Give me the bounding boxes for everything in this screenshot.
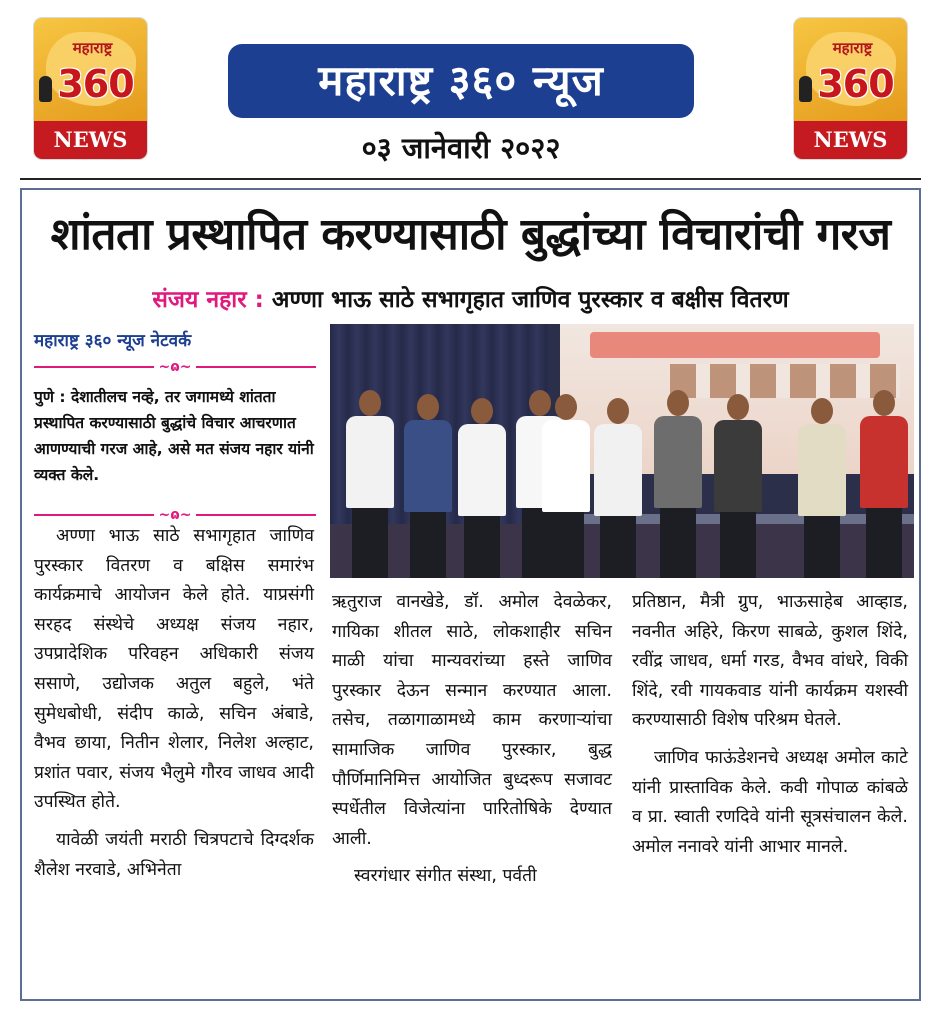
logo-number: 360 bbox=[817, 62, 894, 106]
byline: महाराष्ट्र ३६० न्यूज नेटवर्क bbox=[34, 331, 192, 351]
article-intro: पुणे : देशातीलच नव्हे, तर जगामध्ये शांतता प्रस्थापित करण्यासाठी बुद्धांचे विचार आचरणात आणण्याची गरज आहे, असे मत संजय नहार यांनी व्यक्त केले. bbox=[34, 388, 314, 484]
ornament-icon: ~ɷ~ bbox=[158, 359, 192, 375]
news-logo-left bbox=[34, 18, 147, 159]
person-figure bbox=[452, 398, 512, 578]
person-figure bbox=[792, 398, 852, 578]
person-figure bbox=[398, 394, 458, 578]
masthead-divider bbox=[20, 178, 921, 180]
article-frame bbox=[20, 188, 921, 1001]
person-figure bbox=[708, 394, 768, 578]
logo-bottom-text: NEWS bbox=[34, 121, 147, 159]
article-column-2 bbox=[332, 588, 612, 892]
paragraph: प्रतिष्ठान, मैत्री ग्रुप, भाऊसाहेब आव्हाड, नवनीत अहिरे, किरण साबळे, कुशल शिंदे, रवींद्र जाधव, धर्मा गरड, वैभव वांधरे, विकी शिंदे, रवी गायकवाड यांनी कार्यक्रम यशस्वी करण्यासाठी विशेष परिश्रम घेतले. bbox=[632, 592, 908, 731]
logo-number: 360 bbox=[57, 62, 134, 106]
logo-bottom-text: NEWS bbox=[794, 121, 907, 159]
person-figure bbox=[536, 394, 596, 578]
article-column-1 bbox=[34, 522, 314, 885]
paragraph: स्वरगंधार संगीत संस्था, पर्वती bbox=[354, 866, 537, 887]
logo-top-text: महाराष्ट्र bbox=[72, 39, 113, 57]
article-subhead bbox=[22, 282, 919, 314]
ornament-icon: ~ɷ~ bbox=[158, 507, 192, 523]
person-figure bbox=[854, 390, 914, 578]
paragraph: जाणिव फाऊंडेशनचे अध्यक्ष अमोल काटे यांनी प्रास्ताविक केले. कवी गोपाळ कांबळे व प्रा. स्वाती रणदिवे यांनी सूत्रसंचालन केले. अमोल ननावरे यांनी आभार मानले. bbox=[632, 747, 908, 857]
paragraph: यावेळी जयंती मराठी चित्रपटाचे दिग्दर्शक शैलेश नरवाडे, अभिनेता bbox=[34, 829, 314, 880]
subhead-speaker: संजय नहार : bbox=[152, 287, 264, 313]
paragraph: ऋतुराज वानखेडे, डॉ. अमोल देवळेकर, गायिका शीतल साठे, लोकशाहीर सचिन माळी यांचा मान्यवरांच्या हस्ते जाणिव पुरस्कार देऊन सन्मान करण्यात आला. तसेच, तळागाळामध्ये काम करणाऱ्यांचा सामाजिक जाणिव पुरस्कार, बुद्ध पौर्णिमानिमित्त आयोजित बुध्दरूप सजावट स्पर्धेतील विजेत्यांना पारितोषिके देण्यात आली. bbox=[332, 592, 612, 849]
paper-name: महाराष्ट्र ३६० न्यूज bbox=[228, 44, 694, 118]
person-figure bbox=[648, 390, 708, 578]
person-figure bbox=[340, 390, 400, 578]
article-column-3 bbox=[632, 588, 908, 862]
news-logo-right bbox=[794, 18, 907, 159]
paragraph: अण्णा भाऊ साठे सभागृहात जाणिव पुरस्कार वितरण व बक्षिस समारंभ कार्यक्रमाचे आयोजन केले होते. याप्रसंगी सरहद संस्थेचे अध्यक्ष संजय नहार, उपप्रादेशिक परिवहन अधिकारी संजय ससाणे, उद्योजक अतुल बहुले, भंते सुमेधबोधी, संदीप काळे, सचिन अंबाडे, वैभव छाया, नितीन शेलार, निलेश अल्हाट, प्रशांत पवार, संजय भैलुमे गौरव जाधव आदी उपस्थित होते. bbox=[34, 526, 314, 813]
publication-date: ०३ जानेवारी २०२२ bbox=[361, 131, 561, 165]
event-photo bbox=[330, 324, 914, 578]
ornament-divider bbox=[34, 358, 316, 376]
article-headline: शांतता प्रस्थापित करण्यासाठी बुद्धांच्या विचारांची गरज bbox=[50, 209, 891, 260]
person-figure bbox=[588, 398, 648, 578]
logo-top-text: महाराष्ट्र bbox=[832, 39, 873, 57]
subhead-text: अण्णा भाऊ साठे सभागृहात जाणिव पुरस्कार व बक्षीस वितरण bbox=[271, 287, 789, 313]
